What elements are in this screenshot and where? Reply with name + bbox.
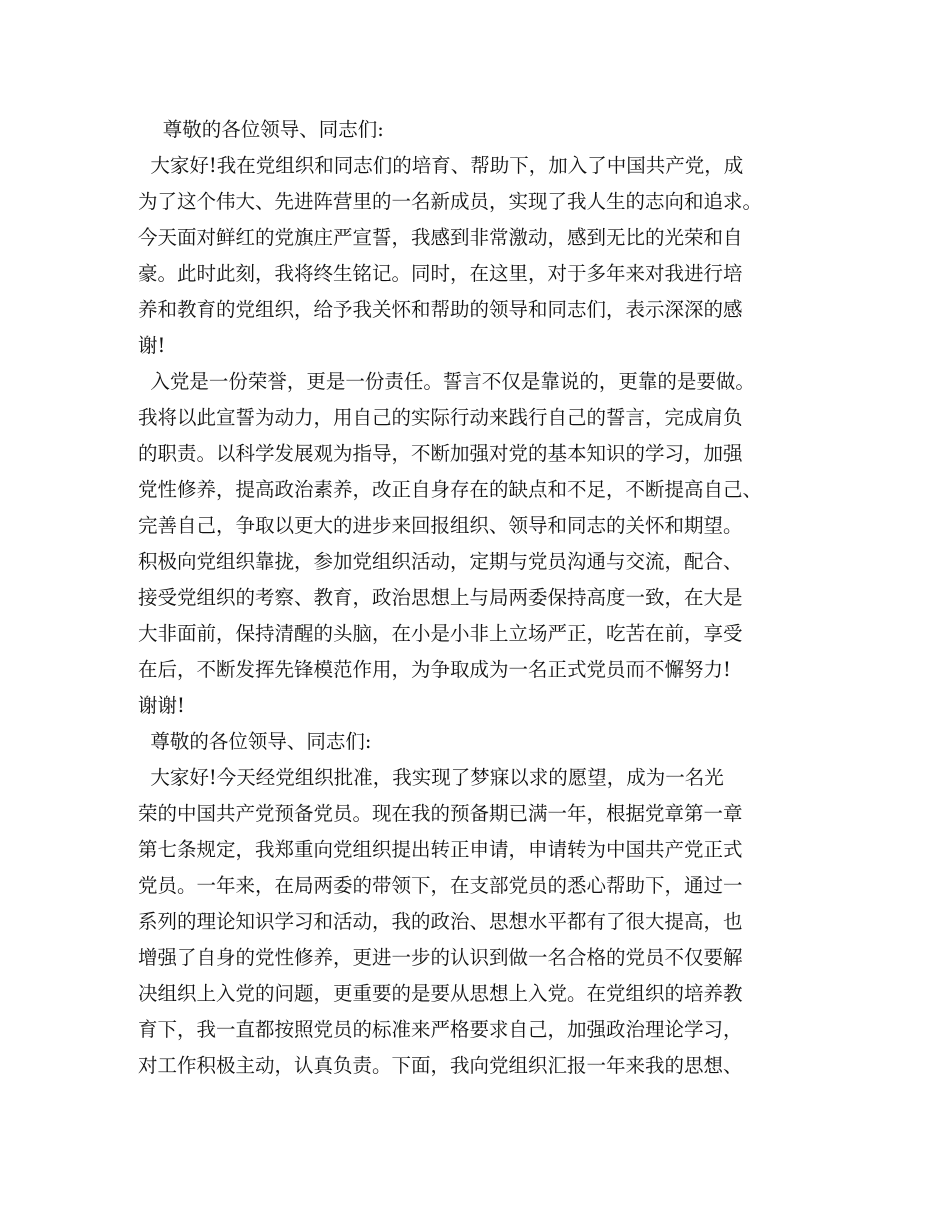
text-line: 荣的中国共产党预备党员。现在我的预备期已满一年，根据党章第一章 [138,802,743,825]
text-line: 党性修养，提高政治素养，改正自身存在的缺点和不足，不断提高自己、 [138,478,763,501]
text-line: 入党是一份荣誉，更是一份责任。誓言不仅是靠说的，更靠的是要做。 [138,370,755,393]
text-line: 谢! [138,334,166,357]
text-line: 接受党组织的考察、教育，政治思想上与局两委保持高度一致，在大是 [138,586,743,609]
text-line: 谢谢! [138,694,185,717]
text-line: 第七条规定，我郑重向党组织提出转正申请，申请转为中国共产党正式 [138,838,743,861]
text-line: 的职责。以科学发展观为指导，不断加强对党的基本知识的学习，加强 [138,442,743,465]
text-line: 大家好!今天经党组织批准，我实现了梦寐以求的愿望，成为一名光 [138,766,724,789]
text-line: 决组织上入党的问题，更重要的是要从思想上入党。在党组织的培养教 [138,982,743,1005]
text-line: 党员。一年来，在局两委的带领下，在支部党员的悉心帮助下，通过一 [138,874,743,897]
text-line: 完善自己，争取以更大的进步来回报组织、领导和同志的关怀和期望。 [138,514,743,537]
text-line: 大家好!我在党组织和同志们的培育、帮助下，加入了中国共产党，成 [138,154,744,177]
text-line: 今天面对鲜红的党旗庄严宣誓，我感到非常激动，感到无比的光荣和自 [138,226,743,249]
text-line: 为了这个伟大、先进阵营里的一名新成员，实现了我人生的志向和追求。 [138,190,763,213]
text-line: 育下，我一直都按照党员的标准来严格要求自己，加强政治理论学习， [138,1018,743,1041]
text-line: 豪。此时此刻，我将终生铭记。同时，在这里，对于多年来对我进行培 [138,262,743,285]
text-line: 系列的理论知识学习和活动，我的政治、思想水平都有了很大提高，也 [138,910,743,933]
text-line: 我将以此宣誓为动力，用自己的实际行动来践行自己的誓言，完成肩负 [138,406,743,429]
text-line: 积极向党组织靠拢，参加党组织活动，定期与党员沟通与交流，配合、 [138,550,743,573]
text-line: 增强了自身的党性修养，更进一步的认识到做一名合格的党员不仅要解 [138,946,743,969]
text-line: 在后，不断发挥先锋模范作用，为争取成为一名正式党员而不懈努力! [138,658,731,681]
text-line: 大非面前，保持清醒的头脑，在小是小非上立场严正，吃苦在前，享受 [138,622,743,645]
text-line: 养和教育的党组织，给予我关怀和帮助的领导和同志们，表示深深的感 [138,298,743,321]
text-line: 对工作积极主动，认真负责。下面，我向党组织汇报一年来我的思想、 [138,1054,743,1077]
text-line: 尊敬的各位领导、同志们: [138,118,384,141]
text-line: 尊敬的各位领导、同志们: [138,730,372,753]
